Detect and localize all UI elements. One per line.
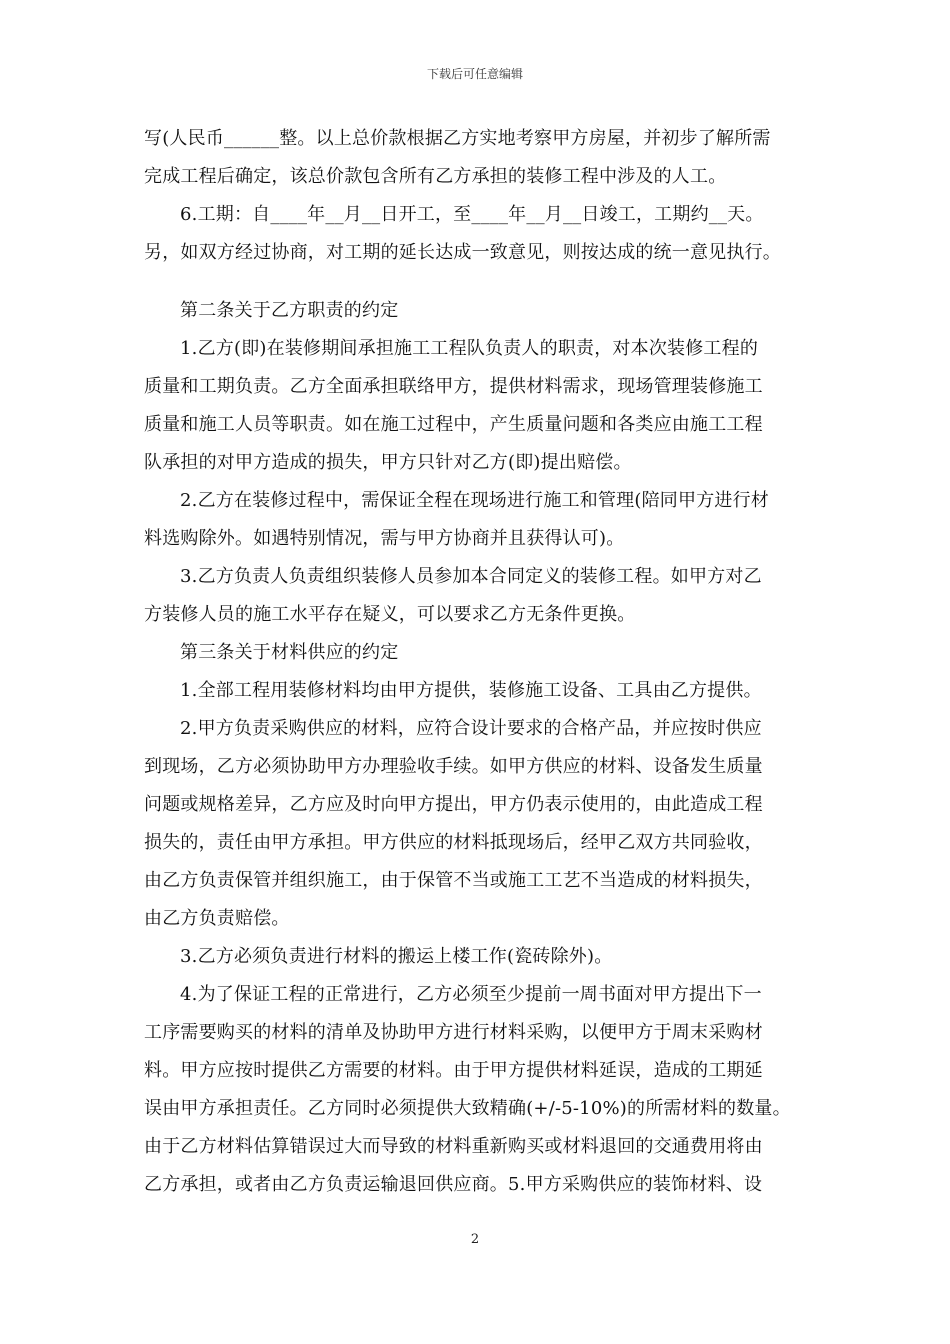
section-heading-article-2: 第二条关于乙方职责的约定 [180,300,399,321]
section-heading-article-3: 第三条关于材料供应的约定 [180,642,399,663]
paragraph-line: 2.甲方负责采购供应的材料，应符合设计要求的合格产品，并应按时供应 [180,718,762,739]
paragraph-line: 3.乙方负责人负责组织装修人员参加本合同定义的装修工程。如甲方对乙 [180,566,762,587]
paragraph-line: 由乙方负责赔偿。 [144,908,290,929]
paragraph-line: 工序需要购买的材料的清单及协助甲方进行材料采购，以便甲方于周末采购材 [144,1022,763,1043]
document-body [144,120,824,1204]
paragraph-line: 由于乙方材料估算错误过大而导致的材料重新购买或材料退回的交通费用将由 [144,1136,763,1157]
paragraph-line: 方装修人员的施工水平存在疑义，可以要求乙方无条件更换。 [144,604,636,625]
paragraph-line: 损失的，责任由甲方承担。甲方供应的材料抵现场后，经甲乙双方共同验收， [144,832,763,853]
paragraph-line: 料。甲方应按时提供乙方需要的材料。由于甲方提供材料延误，造成的工期延 [144,1060,763,1081]
paragraph-line: 质量和工期负责。乙方全面承担联络甲方，提供材料需求，现场管理装修施工 [144,376,763,397]
paragraph-line: 3.乙方必须负责进行材料的搬运上楼工作(瓷砖除外)。 [180,946,613,967]
paragraph-line: 队承担的对甲方造成的损失，甲方只针对乙方(即)提出赔偿。 [144,452,632,473]
paragraph-line: 6.工期：自____年__月__日开工，至____年__月__日竣工，工期约__天。 [180,204,764,225]
paragraph-line: 误由甲方承担责任。乙方同时必须提供大致精确(+/-5-10%)的所需材料的数量。 [144,1098,791,1119]
paragraph-line: 1.乙方(即)在装修期间承担施工工程队负责人的职责，对本次装修工程的 [180,338,759,359]
page-header-watermark: 下载后可任意编辑 [426,67,523,81]
paragraph-line: 4.为了保证工程的正常进行，乙方必须至少提前一周书面对甲方提出下一 [180,984,762,1005]
paragraph-line: 由乙方负责保管并组织施工，由于保管不当或施工工艺不当造成的材料损失， [144,870,763,891]
page-number: 2 [470,1232,480,1247]
section-gap [144,272,824,292]
paragraph-line: 1.全部工程用装修材料均由甲方提供，装修施工设备、工具由乙方提供。 [180,680,762,701]
paragraph-line: 问题或规格差异，乙方应及时向甲方提出，甲方仍表示使用的，由此造成工程 [144,794,763,815]
paragraph-line: 乙方承担，或者由乙方负责运输退回供应商。5.甲方采购供应的装饰材料、设 [144,1174,763,1195]
paragraph-line: 2.乙方在装修过程中，需保证全程在现场进行施工和管理(陪同甲方进行材 [180,490,769,511]
paragraph-line: 料选购除外。如遇特别情况，需与甲方协商并且获得认可)。 [144,528,625,549]
paragraph-line: 质量和施工人员等职责。如在施工过程中，产生质量问题和各类应由施工工程 [144,414,763,435]
paragraph-line: 另，如双方经过协商，对工期的延长达成一致意见，则按达成的统一意见执行。 [144,242,781,263]
paragraph-line: 写(人民币______整。以上总价款根据乙方实地考察甲方房屋，并初步了解所需 [144,128,771,149]
paragraph-line: 完成工程后确定，该总价款包含所有乙方承担的装修工程中涉及的人工。 [144,166,727,187]
paragraph-line: 到现场，乙方必须协助甲方办理验收手续。如甲方供应的材料、设备发生质量 [144,756,763,777]
